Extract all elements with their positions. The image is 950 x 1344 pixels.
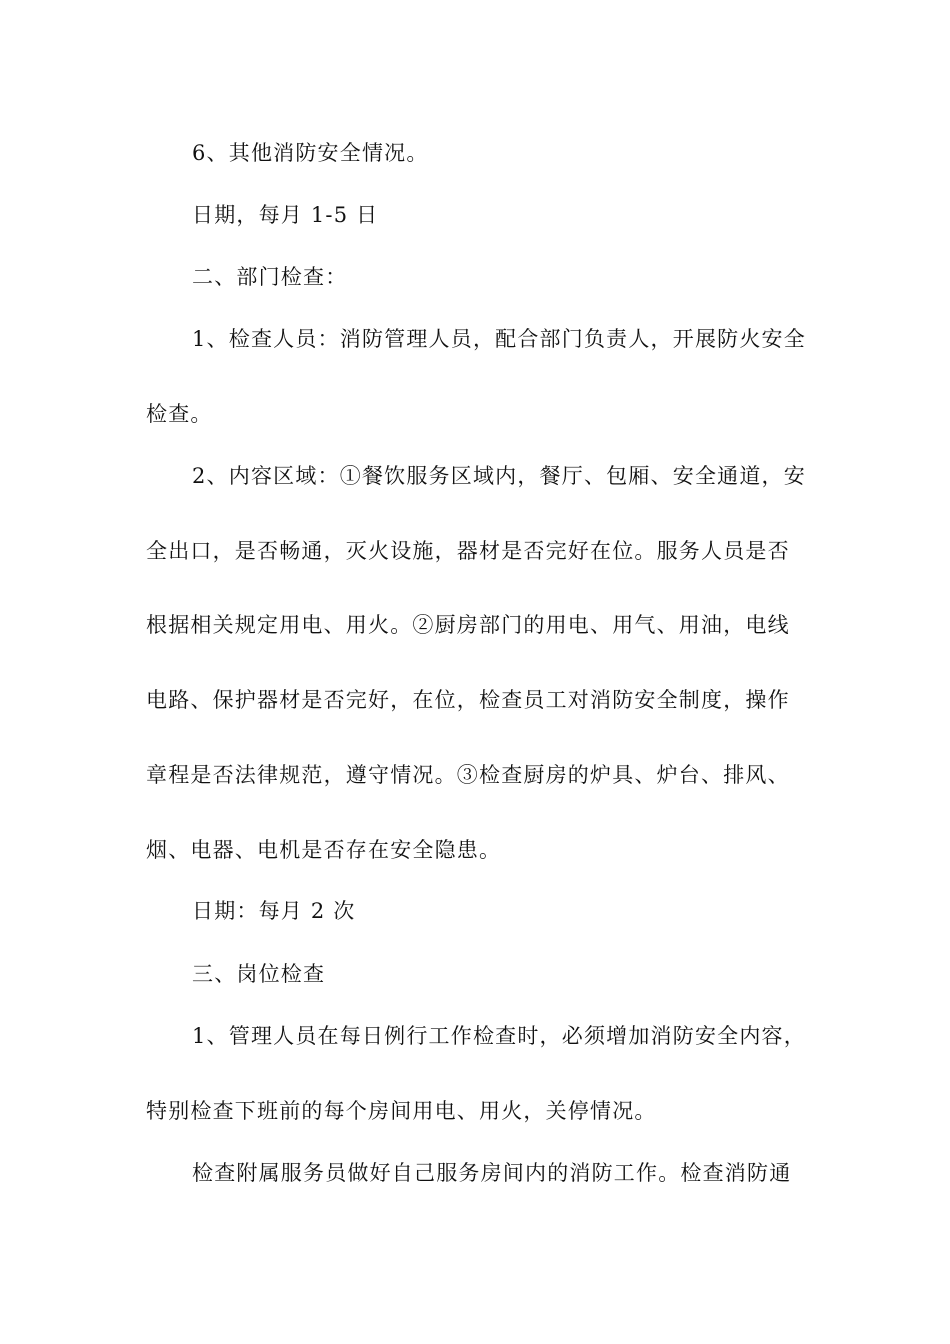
paragraph-inspectors: 1、检查人员：消防管理人员，配合部门负责人，开展防火安全 <box>192 327 806 351</box>
paragraph-inspectors-cont: 检查。 <box>146 402 213 426</box>
date-monthly-1-5: 日期，每月 1-5 日 <box>192 203 379 227</box>
date-monthly-twice: 日期：每月 2 次 <box>192 899 356 923</box>
section-heading-department-check: 二、部门检查： <box>192 265 348 289</box>
paragraph-managers-check: 1、管理人员在每日例行工作检查时，必须增加消防安全内容， <box>192 1024 806 1048</box>
section-heading-post-check: 三、岗位检查 <box>192 962 326 986</box>
paragraph-content-areas-cont-4: 章程是否法律规范，遵守情况。③检查厨房的炉具、炉台、排风、 <box>146 763 790 787</box>
paragraph-other-fire-safety: 6、其他消防安全情况。 <box>192 141 429 165</box>
paragraph-content-areas-cont-5: 烟、电器、电机是否存在安全隐患。 <box>146 838 502 862</box>
paragraph-managers-check-cont: 特别检查下班前的每个房间用电、用火，关停情况。 <box>146 1099 657 1123</box>
paragraph-content-areas: 2、内容区域：①餐饮服务区域内，餐厅、包厢、安全通道，安 <box>192 464 806 488</box>
paragraph-content-areas-cont-1: 全出口，是否畅通，灭火设施，器材是否完好在位。服务人员是否 <box>146 539 790 563</box>
paragraph-content-areas-cont-2: 根据相关规定用电、用火。②厨房部门的用电、用气、用油，电线 <box>146 613 790 637</box>
paragraph-content-areas-cont-3: 电路、保护器材是否完好，在位，检查员工对消防安全制度，操作 <box>146 688 790 712</box>
paragraph-attendant-check: 检查附属服务员做好自己服务房间内的消防工作。检查消防通 <box>192 1161 792 1185</box>
